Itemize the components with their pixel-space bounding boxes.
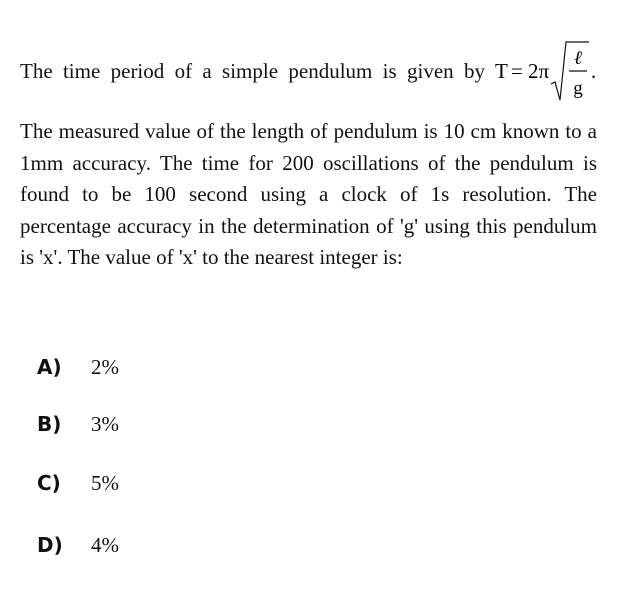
option-letter: D) [37, 533, 63, 557]
option-text: 2% [91, 354, 119, 379]
option-letter: B) [37, 412, 62, 436]
formula-lhs: T [495, 59, 508, 83]
formula-coef: 2π [528, 59, 550, 83]
option-text: 4% [91, 532, 119, 557]
option-letter: C) [37, 471, 61, 495]
question-first-line [20, 40, 597, 102]
option-text: 3% [91, 411, 119, 436]
question [20, 40, 597, 274]
formula-denominator: g [573, 78, 583, 99]
formula-equals: = [511, 59, 523, 83]
formula-numerator: ℓ [574, 48, 582, 69]
formula-svg [493, 40, 597, 102]
option-d[interactable] [37, 530, 119, 560]
option-b[interactable] [37, 409, 119, 439]
formula-period: . [591, 59, 597, 83]
option-a[interactable] [37, 352, 119, 382]
period-formula [493, 40, 597, 102]
question-intro: The time period of a simple pendulum is given by [20, 58, 485, 83]
question-body: The measured value of the length of pendulum is 10 cm known to a 1mm accuracy. The time for 200 oscillations of the pendulum is found to be 100 second using a clock of 1s resolution. The percentage accuracy in the determination of 'g' using this pendulum is 'x'. The value of 'x' to the nearest integer is: [20, 119, 597, 269]
option-text: 5% [91, 470, 119, 495]
option-letter: A) [37, 355, 62, 379]
option-c[interactable] [37, 468, 119, 498]
